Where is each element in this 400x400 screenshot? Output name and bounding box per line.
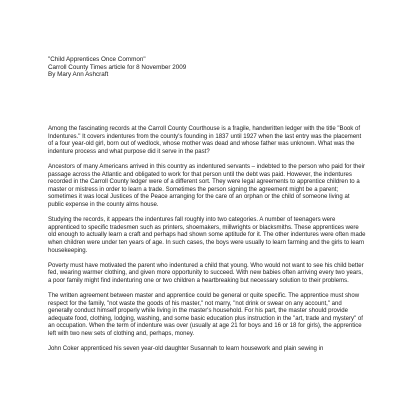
paragraph: Ancestors of many Americans arrived in this country as indentured servants – indebted to the person who paid for their passage across the Atlantic and obligated to work for that person until the debt was paid. However, the indentures recorded in the Carroll County ledger were of a different sort. They were legal agreements to apprentice children to a master or mistress in order to learn a trade. Sometimes the person signing the agreement might be a parent; sometimes it was local Justices of the Peace arranging for the care of an orphan or the child of someone living at public expense in the county alms house. <box>48 163 365 208</box>
article-source: Carroll County Times article for 8 November 2009 <box>48 63 187 71</box>
article-byline: By Mary Ann Ashcraft <box>48 71 109 79</box>
article-header <box>48 56 368 79</box>
paragraph: Poverty must have motivated the parent who indentured a child that young. Who would not want to see his child better fed, wearing warmer clothing, and given more opportunity to succeed. With new babies often arriving every two years, a poor family might find indenturing one or two children a heartbreaking but necessary solution to their problems. <box>48 262 364 284</box>
article-body <box>48 126 366 361</box>
paragraph: Studying the records, it appears the indentures fall roughly into two categories. A number of teenagers were apprenticed to specific tradesmen such as printers, shoemakers, millwrights or blacksmiths. These apprentices were old enough to actually learn a craft and perhaps had shown some aptitude for it. The other indentures were often made when children were under ten years of age. In such cases, the boys were usually to learn farming and the girls to learn housekeeping. <box>48 217 366 254</box>
paragraph: Among the fascinating records at the Carroll County Courthouse is a fragile, handwritten ledger with the title "Book of Indentures." It covers indentures from the county's founding in 1837 until 1927 when the last entry was the placement of a four year-old girl, born out of wedlock, whose mother was dead and whose father was unknown. What was the indenture process and what purpose did it serve in the past? <box>48 126 362 155</box>
paragraph: The written agreement between master and apprentice could be general or quite specific. The apprentice must show respect for the family, "not waste the goods of his master," not marry, "not drink or swear on any account," and generally conduct himself properly while living in the master's household. For his part, the master should provide adequate food, clothing, lodging, washing, and some basic education plus instruction in the "art, trade and mystery" of an occupation. When the term of indenture was over (usually at age 21 for boys and 16 or 18 for girls), the apprentice left with two new sets of clothing and, perhaps, money. <box>48 293 363 338</box>
paragraph: John Coker apprenticed his seven year-old daughter Susannah to learn housework and plain sewing in <box>48 346 324 353</box>
article-title: "Child Apprentices Once Common" <box>48 56 146 63</box>
